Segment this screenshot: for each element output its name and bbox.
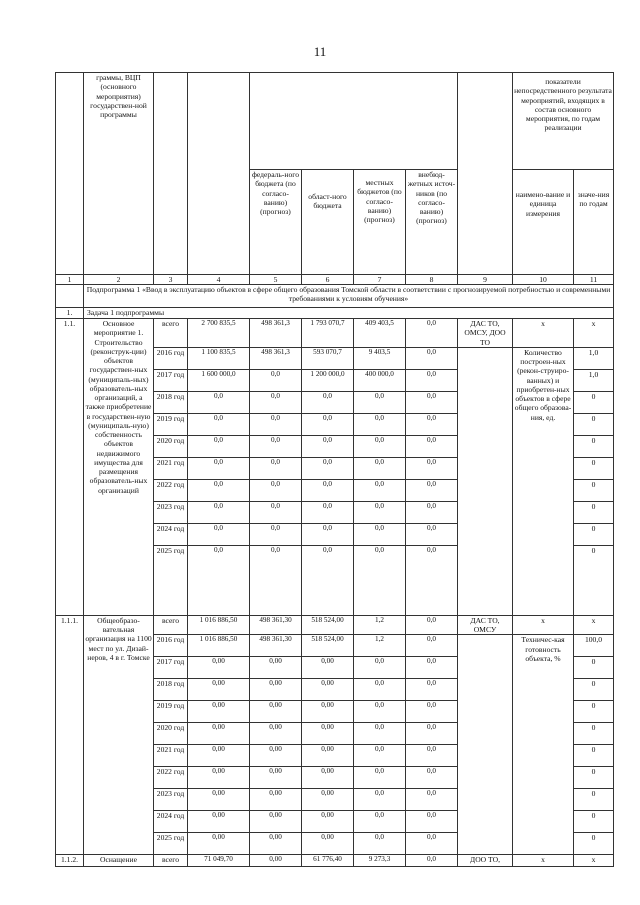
year-cell: 2023 год — [154, 789, 188, 811]
value-cell: 0,0 — [406, 679, 458, 701]
indicator-value-cell: 0 — [574, 679, 614, 701]
value-cell: 0,00 — [250, 657, 302, 679]
value-cell: 0,00 — [188, 723, 250, 745]
year-cell: 2017 год — [154, 369, 188, 391]
value-cell: 0,0 — [354, 391, 406, 413]
indicator-value-cell: 0 — [574, 723, 614, 745]
value-cell: 9 403,5 — [354, 347, 406, 369]
year-cell: 2025 год — [154, 545, 188, 615]
indicator-value-cell: 0 — [574, 479, 614, 501]
subprogram-num — [56, 285, 84, 308]
value-cell: 0,0 — [406, 701, 458, 723]
value-cell: 409 403,5 — [354, 319, 406, 348]
value-cell: 0,00 — [250, 723, 302, 745]
year-cell: 2018 год — [154, 391, 188, 413]
value-cell: 0,00 — [250, 789, 302, 811]
value-cell: 0,00 — [188, 701, 250, 723]
value-cell: 0,0 — [302, 435, 354, 457]
value-cell: 0,0 — [354, 545, 406, 615]
header-col4 — [188, 73, 250, 275]
indicator-value-cell: 0 — [574, 435, 614, 457]
value-cell: 1 016 886,50 — [188, 635, 250, 657]
value-cell: 498 361,30 — [250, 635, 302, 657]
column-number: 8 — [406, 275, 458, 285]
column-number: 7 — [354, 275, 406, 285]
value-cell: 0,00 — [188, 767, 250, 789]
last-row-cell: всего — [154, 855, 188, 867]
executor-cell — [458, 347, 513, 615]
value-cell: 0,0 — [188, 413, 250, 435]
value-cell: 0,0 — [406, 789, 458, 811]
value-cell: 0,00 — [188, 811, 250, 833]
table-row — [56, 615, 614, 635]
value-cell: 0,00 — [250, 833, 302, 855]
table-row — [56, 855, 614, 867]
value-cell: 0,0 — [302, 457, 354, 479]
header-col9 — [458, 73, 513, 275]
year-cell: 2019 год — [154, 413, 188, 435]
header-col6: област-ного бюджета — [302, 170, 354, 275]
last-row-cell: 71 049,70 — [188, 855, 250, 867]
year-cell: 2019 год — [154, 701, 188, 723]
value-cell: 0,0 — [302, 501, 354, 523]
value-cell: 0,00 — [302, 701, 354, 723]
indicator-value-cell: 0 — [574, 767, 614, 789]
value-cell: 0,00 — [302, 833, 354, 855]
value-cell: 0,00 — [188, 789, 250, 811]
value-cell: 1 600 000,0 — [188, 369, 250, 391]
indicator-value-cell: 1,0 — [574, 369, 614, 391]
indicator-value-cell: 0 — [574, 657, 614, 679]
indicator-value-cell: 0 — [574, 745, 614, 767]
activity-name: Общеобразо-вательная организация на 1100 мест по ул. Дизай-неров, 4 в г. Томске — [84, 615, 154, 855]
year-cell: 2022 год — [154, 479, 188, 501]
value-cell: 0,00 — [302, 789, 354, 811]
value-cell: 0,0 — [354, 501, 406, 523]
value-cell: 0,0 — [354, 767, 406, 789]
column-number: 3 — [154, 275, 188, 285]
last-row-cell: 0,0 — [406, 855, 458, 867]
value-cell: 0,0 — [188, 545, 250, 615]
value-cell: 0,0 — [354, 723, 406, 745]
header-col5: федераль-ного бюджета (по согласо-ванию) (прогноз) — [250, 170, 302, 275]
value-cell: 0,0 — [354, 413, 406, 435]
value-cell: 0,0 — [188, 501, 250, 523]
year-cell: 2022 год — [154, 767, 188, 789]
value-cell: 0,0 — [250, 479, 302, 501]
header-col1 — [56, 73, 84, 275]
executor-cell: ДАС ТО, ОМСУ, ДОО ТО — [458, 319, 513, 348]
column-number: 2 — [84, 275, 154, 285]
header-col8: внебюд-жетных источ-ников (по согласо-ванию) (прогноз) — [406, 170, 458, 275]
subprogram-row — [56, 285, 614, 308]
year-cell: 2021 год — [154, 457, 188, 479]
value-cell: 2 700 835,5 — [188, 319, 250, 348]
value-cell: 0,00 — [302, 657, 354, 679]
indicator-value-cell: 0 — [574, 701, 614, 723]
indicator-value-cell: 0 — [574, 457, 614, 479]
column-number: 5 — [250, 275, 302, 285]
value-cell: 0,0 — [406, 347, 458, 369]
page-number: 11 — [313, 44, 327, 59]
value-cell: 0,0 — [354, 833, 406, 855]
value-cell: 498 361,3 — [250, 347, 302, 369]
value-cell: 0,0 — [354, 811, 406, 833]
value-cell: 518 524,00 — [302, 635, 354, 657]
value-cell: 1 100 835,5 — [188, 347, 250, 369]
value-cell: 0,00 — [302, 767, 354, 789]
column-number: 11 — [574, 275, 614, 285]
value-cell: 0,0 — [406, 745, 458, 767]
last-row-cell: х — [574, 855, 614, 867]
row-number: 1.1.1. — [56, 615, 84, 855]
indicator-value-cell: 0 — [574, 545, 614, 615]
indicator-name-cell: Количество построен-ных (рекон-струиро-ванных) и приобретен-ных объектов в сфере общего образова-ния, ед. — [513, 347, 574, 615]
year-cell: 2020 год — [154, 435, 188, 457]
indicator-value-cell: 0 — [574, 811, 614, 833]
value-cell: 0,0 — [188, 457, 250, 479]
value-cell: 0,00 — [302, 745, 354, 767]
task-row — [56, 308, 614, 319]
value-cell: 0,0 — [250, 545, 302, 615]
value-cell: 0,0 — [250, 413, 302, 435]
last-row-cell: Оснащение — [84, 855, 154, 867]
year-cell: всего — [154, 615, 188, 635]
indicator-value-cell: 0 — [574, 833, 614, 855]
column-number: 9 — [458, 275, 513, 285]
indicator-name-cell: х — [513, 319, 574, 348]
executor-cell — [458, 635, 513, 855]
last-row-cell: 61 776,40 — [302, 855, 354, 867]
value-cell: 0,0 — [406, 391, 458, 413]
value-cell: 0,0 — [406, 479, 458, 501]
value-cell: 0,0 — [406, 615, 458, 635]
last-row-cell: 0,00 — [250, 855, 302, 867]
value-cell: 0,0 — [354, 435, 406, 457]
header-row-top — [56, 73, 614, 170]
indicator-value-cell: 0 — [574, 501, 614, 523]
value-cell: 518 524,00 — [302, 615, 354, 635]
value-cell: 0,0 — [406, 811, 458, 833]
year-cell: 2016 год — [154, 635, 188, 657]
value-cell: 0,0 — [354, 789, 406, 811]
indicator-value-cell: 0 — [574, 391, 614, 413]
value-cell: 0,00 — [188, 679, 250, 701]
value-cell: 0,0 — [406, 767, 458, 789]
value-cell: 0,0 — [250, 523, 302, 545]
value-cell: 0,0 — [188, 391, 250, 413]
year-cell: 2023 год — [154, 501, 188, 523]
header-indicators-group: показатели непосредственного результата мероприятий, входящих в состав основного мероприятия, по годам реализации — [513, 73, 614, 170]
last-row-cell: 9 273,3 — [354, 855, 406, 867]
value-cell: 0,0 — [354, 523, 406, 545]
value-cell: 0,0 — [354, 679, 406, 701]
header-col7: местных бюджетов (по согласо-ванию) (прогноз) — [354, 170, 406, 275]
table-row — [56, 319, 614, 348]
value-cell: 0,00 — [188, 657, 250, 679]
value-cell: 0,0 — [406, 545, 458, 615]
year-cell: 2024 год — [154, 811, 188, 833]
value-cell: 0,00 — [250, 767, 302, 789]
value-cell: 0,00 — [302, 723, 354, 745]
indicator-value-cell: х — [574, 615, 614, 635]
value-cell: 0,0 — [406, 501, 458, 523]
value-cell: 0,00 — [250, 811, 302, 833]
value-cell: 0,0 — [302, 413, 354, 435]
header-col2: граммы, ВЦП (основного мероприятия) государствен-ной программы — [84, 73, 154, 275]
activity-name: Основное мероприятие 1. Строительство (реконструк-ции) объектов государствен-ных (муниципаль-ных) образователь-ных организаций, а также приобретение в государствен-ную (муниципаль-ную) собственность объектов недвижимого имущества для размещения образователь-ных организаций — [84, 319, 154, 616]
value-cell: 0,00 — [302, 679, 354, 701]
indicator-value-cell: 0 — [574, 789, 614, 811]
value-cell: 1 793 070,7 — [302, 319, 354, 348]
value-cell: 0,00 — [250, 701, 302, 723]
value-cell: 0,00 — [250, 745, 302, 767]
year-cell: 2016 год — [154, 347, 188, 369]
value-cell: 498 361,3 — [250, 319, 302, 348]
value-cell: 0,0 — [354, 745, 406, 767]
column-numbers-row — [56, 275, 614, 285]
task-num: 1. — [56, 308, 84, 319]
value-cell: 0,00 — [250, 679, 302, 701]
value-cell: 0,0 — [188, 523, 250, 545]
value-cell: 0,0 — [406, 833, 458, 855]
value-cell: 0,0 — [250, 501, 302, 523]
value-cell: 1 016 886,50 — [188, 615, 250, 635]
value-cell: 0,0 — [250, 369, 302, 391]
value-cell: 0,0 — [406, 435, 458, 457]
value-cell: 0,0 — [250, 457, 302, 479]
last-row-cell: х — [513, 855, 574, 867]
value-cell: 0,00 — [302, 811, 354, 833]
indicator-value-cell: 100,0 — [574, 635, 614, 657]
header-col11: значе-ния по годам — [574, 170, 614, 275]
year-cell: 2020 год — [154, 723, 188, 745]
value-cell: 0,0 — [302, 391, 354, 413]
header-col3 — [154, 73, 188, 275]
year-cell: 2024 год — [154, 523, 188, 545]
value-cell: 0,0 — [406, 657, 458, 679]
value-cell: 0,0 — [406, 523, 458, 545]
subprogram-title: Подпрограмма 1 «Ввод в эксплуатацию объектов в сфере общего образования Томской области в соответствии с прогнозируемой потребностью и современными требованиями к условиям обучения» — [84, 285, 614, 308]
value-cell: 1 200 000,0 — [302, 369, 354, 391]
task-label: Задача 1 подпрограммы — [84, 308, 614, 319]
value-cell: 0,0 — [406, 319, 458, 348]
value-cell: 0,0 — [354, 457, 406, 479]
indicator-name-cell: х — [513, 615, 574, 635]
row-number: 1.1. — [56, 319, 84, 616]
column-number: 6 — [302, 275, 354, 285]
year-cell: 2018 год — [154, 679, 188, 701]
column-number: 4 — [188, 275, 250, 285]
program-table — [55, 72, 614, 867]
value-cell: 0,0 — [188, 435, 250, 457]
last-row-cell: ДОО ТО, — [458, 855, 513, 867]
value-cell: 0,0 — [302, 479, 354, 501]
value-cell: 0,0 — [302, 523, 354, 545]
value-cell: 0,0 — [354, 657, 406, 679]
header-col10: наимено-вание и единица измерения — [513, 170, 574, 275]
value-cell: 1,2 — [354, 635, 406, 657]
value-cell: 0,0 — [302, 545, 354, 615]
executor-cell: ДАС ТО, ОМСУ — [458, 615, 513, 635]
value-cell: 593 070,7 — [302, 347, 354, 369]
value-cell: 0,0 — [406, 457, 458, 479]
indicator-value-cell: 0 — [574, 523, 614, 545]
indicator-value-cell: 1,0 — [574, 347, 614, 369]
indicator-value-cell: 0 — [574, 413, 614, 435]
column-number: 10 — [513, 275, 574, 285]
value-cell: 0,0 — [406, 413, 458, 435]
column-number: 1 — [56, 275, 84, 285]
value-cell: 1,2 — [354, 615, 406, 635]
value-cell: 498 361,30 — [250, 615, 302, 635]
value-cell: 0,0 — [406, 635, 458, 657]
value-cell: 0,0 — [406, 369, 458, 391]
value-cell: 0,0 — [354, 479, 406, 501]
value-cell: 0,0 — [250, 435, 302, 457]
header-sources-group — [250, 73, 458, 170]
last-row-cell: 1.1.2. — [56, 855, 84, 867]
year-cell: 2021 год — [154, 745, 188, 767]
value-cell: 0,0 — [354, 701, 406, 723]
value-cell: 0,0 — [250, 391, 302, 413]
value-cell: 0,0 — [406, 723, 458, 745]
year-cell: 2025 год — [154, 833, 188, 855]
value-cell: 0,0 — [188, 479, 250, 501]
year-cell: всего — [154, 319, 188, 348]
indicator-name-cell: Техничес-кая готовность объекта, % — [513, 635, 574, 855]
year-cell: 2017 год — [154, 657, 188, 679]
value-cell: 400 000,0 — [354, 369, 406, 391]
value-cell: 0,00 — [188, 833, 250, 855]
value-cell: 0,00 — [188, 745, 250, 767]
indicator-value-cell: х — [574, 319, 614, 348]
